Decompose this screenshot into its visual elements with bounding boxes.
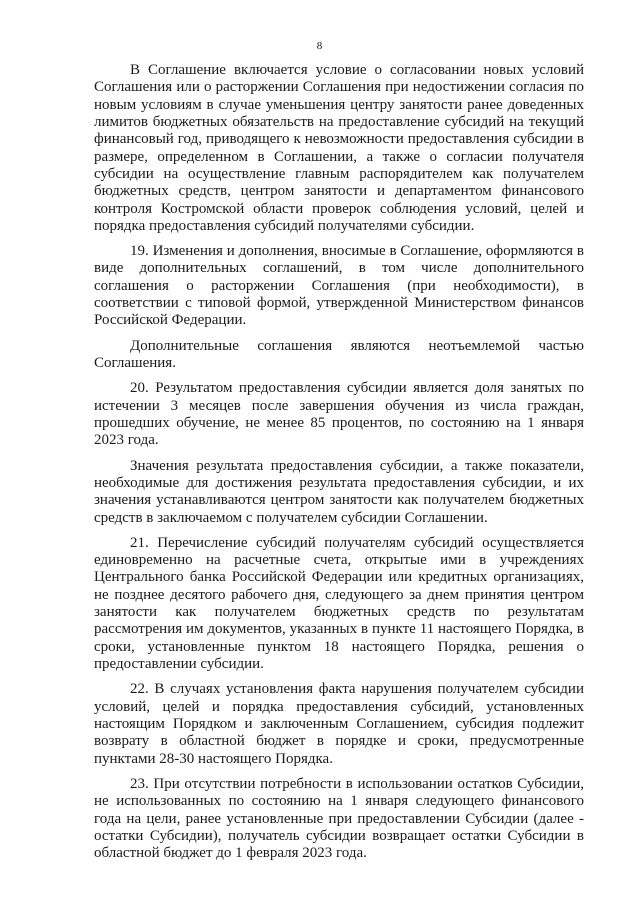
paragraph-item-21: 21. Перечисление субсидий получателям субсидий осуществляется единовременно на расчетные счета, открытые ими в учреждениях Центрального банка Российской Федерации или кредитных организациях, не позднее десятого рабочего дня, следующего за днем принятия центром занятости как получателем бюджетных средств по результатам рассмотрения им документов, указанных в пункте 11 настоящего Порядка, в сроки, установленные пунктом 18 настоящего Порядка, решения о предоставлении субсидии. [94, 534, 584, 672]
paragraph-item-22: 22. В случаях установления факта нарушения получателем субсидии условий, целей и порядка предоставления субсидий, установленных настоящим Порядком и заключенным Соглашением, субсидия подлежит возврату в областной бюджет в порядке и сроки, предусмотренные пунктами 28-30 настоящего Порядка. [94, 681, 584, 767]
page-number: 8 [316, 40, 323, 52]
document-body [94, 62, 584, 862]
paragraph-agreement-conditions: В Соглашение включается условие о согласовании новых условий Соглашения или о расторжении Соглашения при недостижении согласия по новым условиям в случае уменьшения центру занятости ранее доведенных лимитов бюджетных обязательств на предоставление субсидий на текущий финансовый год, приводящего к невозможности предоставления субсидии в размере, определенном в Соглашении, а также о согласии получателя субсидии на осуществление главным распорядителем как получателем бюджетных средств, центром занятости и департаментом финансового контроля Костромской области проверок соблюдения условий, целей и порядка предоставления субсидий получателями субсидии. [94, 62, 584, 234]
paragraph-result-values: Значения результата предоставления субсидии, а также показатели, необходимые для достижения результата предоставления субсидии, и их значения устанавливаются центром занятости как получателем бюджетных средств в заключаемом с получателем субсидии Соглашении. [94, 457, 584, 526]
paragraph-item-23: 23. При отсутствии потребности в использовании остатков Субсидии, не использованных по состоянию на 1 января следующего финансового года на цели, ранее установленные при предоставлении Субсидии (далее - остатки Субсидии), получатель субсидии возвращает остатки Субсидии в областной бюджет до 1 февраля 2023 года. [94, 775, 584, 862]
paragraph-item-20: 20. Результатом предоставления субсидии является доля занятых по истечении 3 месяцев после завершения обучения из числа граждан, прошедших обучение, не менее 85 процентов, по состоянию на 1 января 2023 года. [94, 380, 584, 449]
paragraph-item-19: 19. Изменения и дополнения, вносимые в Соглашение, оформляются в виде дополнительных соглашений, в том числе дополнительного соглашения о расторжении Соглашения (при необходимости), в соответствии с типовой формой, утвержденной Министерством финансов Российской Федерации. [94, 243, 584, 329]
paragraph-additional-agreements: Дополнительные соглашения являются неотъемлемой частью Соглашения. [94, 337, 584, 371]
